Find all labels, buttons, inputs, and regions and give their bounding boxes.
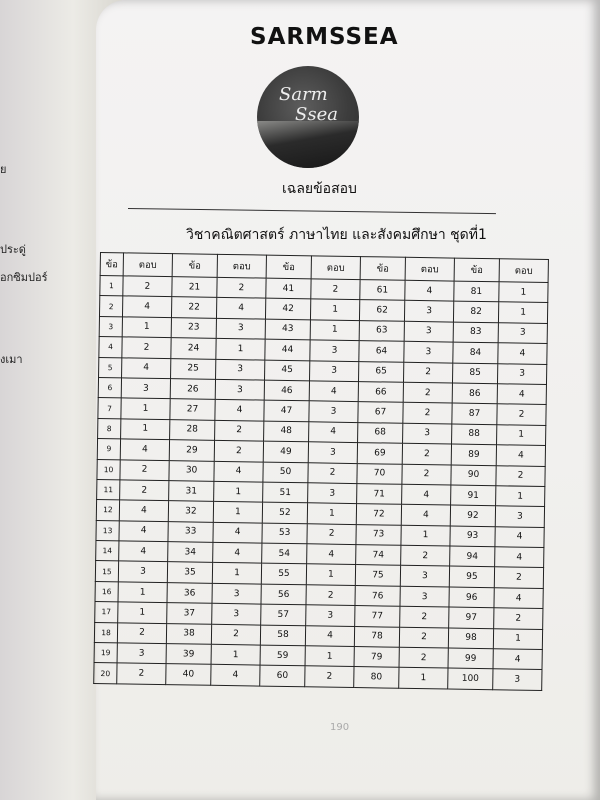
answer-cell: 1	[121, 398, 170, 419]
answer-cell: 3	[212, 583, 261, 604]
answer-cell: 1	[310, 320, 359, 341]
answer-cell: 3	[216, 359, 265, 380]
answer-cell: 3	[403, 423, 452, 444]
answer-cell: 2	[117, 663, 166, 684]
question-number-cell: 4	[99, 337, 122, 358]
answer-cell: 2	[403, 382, 452, 403]
answer-cell: 3	[400, 586, 449, 607]
question-number-cell: 1	[100, 276, 123, 297]
question-number-cell: 37	[167, 603, 212, 624]
question-number-cell: 58	[260, 625, 305, 646]
answer-cell: 4	[402, 484, 451, 505]
question-number-cell: 67	[358, 402, 403, 423]
table-header-cell: ข้อ	[454, 258, 499, 282]
answer-cell: 2	[401, 545, 450, 566]
question-number-cell: 50	[263, 462, 308, 483]
answer-cell: 2	[120, 480, 169, 501]
question-number-cell: 8	[98, 418, 121, 439]
question-number-cell: 63	[359, 320, 404, 341]
answer-cell: 2	[306, 585, 355, 606]
question-number-cell: 72	[356, 504, 401, 525]
table-header-cell: ข้อ	[360, 257, 405, 281]
question-number-cell: 2	[99, 296, 122, 317]
answer-cell: 4	[401, 505, 450, 526]
question-number-cell: 17	[95, 602, 118, 623]
answer-cell: 2	[307, 523, 356, 544]
answer-cell: 3	[121, 378, 170, 399]
answer-cell: 3	[306, 605, 355, 626]
table-header-cell: ตอบ	[311, 256, 360, 280]
answer-cell: 3	[495, 506, 544, 527]
answer-cell: 2	[400, 607, 449, 628]
question-number-cell: 53	[262, 523, 307, 544]
question-number-cell: 96	[449, 587, 494, 608]
answer-cell: 4	[214, 461, 263, 482]
answer-cell: 1	[121, 419, 170, 440]
answer-cell: 2	[215, 420, 264, 441]
question-number-cell: 78	[354, 626, 399, 647]
question-number-cell: 28	[170, 419, 215, 440]
answer-cell: 1	[499, 282, 548, 303]
question-number-cell: 73	[356, 524, 401, 545]
question-number-cell: 71	[357, 483, 402, 504]
question-number-cell: 88	[452, 424, 497, 445]
question-number-cell: 76	[355, 585, 400, 606]
answer-cell: 4	[211, 665, 260, 686]
question-number-cell: 23	[171, 317, 216, 338]
answer-cell: 4	[495, 526, 544, 547]
answer-cell: 3	[493, 669, 542, 690]
answer-cell: 3	[404, 341, 453, 362]
answer-cell: 2	[117, 622, 166, 643]
answer-cell: 2	[214, 440, 263, 461]
answer-cell: 2	[217, 277, 266, 298]
question-number-cell: 68	[358, 422, 403, 443]
answer-cell: 4	[305, 625, 354, 646]
question-number-cell: 38	[166, 623, 211, 644]
question-number-cell: 75	[355, 565, 400, 586]
answer-cell: 3	[404, 301, 453, 322]
question-number-cell: 12	[96, 500, 119, 521]
table-header-cell: ตอบ	[217, 254, 266, 278]
question-number-cell: 7	[98, 398, 121, 419]
question-number-cell: 48	[264, 421, 309, 442]
answer-cell: 4	[213, 542, 262, 563]
question-number-cell: 5	[99, 357, 122, 378]
question-number-cell: 81	[454, 281, 499, 302]
answer-cell: 1	[118, 602, 167, 623]
question-number-cell: 93	[450, 526, 495, 547]
answer-cell: 3	[215, 379, 264, 400]
answer-cell: 3	[498, 323, 547, 344]
question-number-cell: 91	[451, 485, 496, 506]
question-number-cell: 24	[171, 338, 216, 359]
logo-wave-graphic	[257, 121, 359, 168]
answer-cell: 4	[405, 280, 454, 301]
answer-cell: 4	[494, 588, 543, 609]
answer-cell: 4	[307, 544, 356, 565]
answer-cell: 3	[310, 340, 359, 361]
answer-cell: 2	[305, 666, 354, 687]
question-number-cell: 20	[94, 663, 117, 684]
answer-cell: 4	[496, 445, 545, 466]
question-number-cell: 84	[453, 342, 498, 363]
left-page-fragment: งเมา	[0, 353, 23, 366]
answer-cell: 2	[494, 608, 543, 629]
question-number-cell: 15	[95, 561, 118, 582]
question-number-cell: 18	[94, 622, 117, 643]
answer-cell: 4	[309, 422, 358, 443]
question-number-cell: 44	[265, 339, 310, 360]
answer-cell: 4	[120, 439, 169, 460]
question-number-cell: 16	[95, 581, 118, 602]
answer-cell: 3	[308, 442, 357, 463]
left-page-fragment: ย	[0, 163, 7, 176]
question-number-cell: 92	[450, 505, 495, 526]
question-number-cell: 25	[171, 358, 216, 379]
answer-cell: 2	[122, 337, 171, 358]
table-header-cell: ข้อ	[172, 254, 217, 278]
section-heading: เฉลยข้อสอบ	[282, 181, 357, 197]
answer-cell: 3	[216, 318, 265, 339]
answer-cell: 3	[118, 561, 167, 582]
question-number-cell: 49	[263, 441, 308, 462]
logo-text-line-2: Ssea	[295, 104, 338, 125]
answer-cell: 3	[400, 566, 449, 587]
question-number-cell: 95	[449, 566, 494, 587]
answer-cell: 4	[216, 298, 265, 319]
answer-cell: 1	[497, 424, 546, 445]
answer-cell: 4	[497, 384, 546, 405]
question-number-cell: 19	[94, 642, 117, 663]
question-number-cell: 45	[265, 360, 310, 381]
answer-cell: 3	[309, 401, 358, 422]
answer-cell: 4	[495, 547, 544, 568]
answer-cell: 4	[215, 400, 264, 421]
question-number-cell: 94	[450, 546, 495, 567]
answer-cell: 1	[305, 646, 354, 667]
answer-cell: 1	[122, 317, 171, 338]
answer-cell: 1	[307, 503, 356, 524]
answer-cell: 4	[498, 343, 547, 364]
table-header-cell: ตอบ	[499, 259, 548, 283]
answer-cell: 2	[308, 462, 357, 483]
answer-cell: 4	[119, 521, 168, 542]
question-number-cell: 11	[97, 479, 120, 500]
answer-cell: 1	[214, 481, 263, 502]
answer-cell: 1	[498, 302, 547, 323]
question-number-cell: 29	[169, 440, 214, 461]
question-number-cell: 35	[167, 562, 212, 583]
answer-cell: 4	[122, 296, 171, 317]
answer-cell: 1	[493, 628, 542, 649]
question-number-cell: 65	[358, 361, 403, 382]
question-number-cell: 30	[169, 460, 214, 481]
answer-cell: 4	[309, 381, 358, 402]
answer-cell: 4	[119, 500, 168, 521]
question-number-cell: 9	[97, 439, 120, 460]
question-number-cell: 80	[354, 667, 399, 688]
answer-cell: 2	[403, 403, 452, 424]
answer-cell: 2	[123, 276, 172, 297]
answer-cell: 1	[211, 644, 260, 665]
question-number-cell: 26	[170, 379, 215, 400]
table-header-cell: ตอบ	[405, 257, 454, 281]
question-number-cell: 98	[448, 628, 493, 649]
answer-cell: 4	[119, 541, 168, 562]
answer-cell: 2	[399, 627, 448, 648]
answer-cell: 2	[496, 465, 545, 486]
answer-cell: 1	[212, 563, 261, 584]
question-number-cell: 99	[448, 648, 493, 669]
answer-cell: 2	[494, 567, 543, 588]
question-number-cell: 74	[356, 545, 401, 566]
answer-cell: 2	[399, 647, 448, 668]
answer-cell: 1	[306, 564, 355, 585]
brand-title: SARMSSEA	[250, 24, 399, 50]
question-number-cell: 69	[357, 443, 402, 464]
answer-cell: 2	[120, 459, 169, 480]
answer-cell: 4	[493, 649, 542, 670]
question-number-cell: 97	[449, 607, 494, 628]
question-number-cell: 33	[168, 521, 213, 542]
answer-cell: 1	[496, 486, 545, 507]
question-number-cell: 70	[357, 463, 402, 484]
question-number-cell: 10	[97, 459, 120, 480]
answer-cell: 3	[308, 483, 357, 504]
page-number-faint: 190	[330, 722, 350, 733]
question-number-cell: 56	[261, 584, 306, 605]
question-number-cell: 60	[260, 665, 305, 686]
answer-cell: 3	[310, 360, 359, 381]
question-number-cell: 14	[96, 541, 119, 562]
question-number-cell: 77	[355, 606, 400, 627]
answer-cell: 3	[212, 604, 261, 625]
answer-cell: 1	[310, 299, 359, 320]
question-number-cell: 86	[452, 383, 497, 404]
answer-cell: 2	[497, 404, 546, 425]
answer-cell: 3	[404, 321, 453, 342]
question-number-cell: 52	[262, 502, 307, 523]
left-page-fragment: ประดู่	[0, 243, 26, 256]
question-number-cell: 21	[172, 277, 217, 298]
table-header-cell: ข้อ	[100, 253, 123, 276]
question-number-cell: 51	[263, 482, 308, 503]
question-number-cell: 100	[448, 668, 493, 689]
question-number-cell: 40	[166, 664, 211, 685]
question-number-cell: 46	[264, 380, 309, 401]
question-number-cell: 87	[452, 403, 497, 424]
answer-cell: 1	[213, 502, 262, 523]
question-number-cell: 27	[170, 399, 215, 420]
answer-cell: 2	[403, 362, 452, 383]
question-number-cell: 22	[171, 297, 216, 318]
question-number-cell: 55	[261, 564, 306, 585]
answer-cell: 4	[213, 522, 262, 543]
subject-title: วิชาคณิตศาสตร์ ภาษาไทย และสังคมศึกษา ชุดที่1	[186, 227, 487, 243]
answer-table-container	[93, 252, 549, 691]
question-number-cell: 59	[260, 645, 305, 666]
question-number-cell: 47	[264, 400, 309, 421]
question-number-cell: 54	[262, 543, 307, 564]
question-number-cell: 13	[96, 520, 119, 541]
answer-cell: 1	[118, 582, 167, 603]
question-number-cell: 3	[99, 316, 122, 337]
question-number-cell: 85	[452, 363, 497, 384]
table-header-cell: ข้อ	[266, 255, 311, 279]
answer-cell: 1	[399, 668, 448, 689]
answer-cell: 1	[401, 525, 450, 546]
question-number-cell: 34	[168, 542, 213, 563]
question-number-cell: 32	[168, 501, 213, 522]
question-number-cell: 41	[266, 278, 311, 299]
sarmssea-logo	[257, 66, 359, 168]
question-number-cell: 36	[167, 582, 212, 603]
answer-cell: 4	[122, 357, 171, 378]
left-page-fragment: อกซิมปอร์	[0, 271, 48, 284]
question-number-cell: 64	[359, 341, 404, 362]
answer-cell: 2	[211, 624, 260, 645]
question-number-cell: 79	[354, 647, 399, 668]
question-number-cell: 90	[451, 465, 496, 486]
answer-cell: 1	[216, 339, 265, 360]
answer-cell: 2	[402, 443, 451, 464]
answer-table	[93, 252, 549, 691]
table-header-cell: ตอบ	[123, 253, 172, 277]
question-number-cell: 89	[451, 444, 496, 465]
question-number-cell: 57	[261, 604, 306, 625]
answer-cell: 2	[311, 279, 360, 300]
question-number-cell: 82	[453, 301, 498, 322]
answer-cell: 2	[402, 464, 451, 485]
answer-cell: 3	[497, 363, 546, 384]
question-number-cell: 31	[169, 481, 214, 502]
question-number-cell: 61	[360, 280, 405, 301]
question-number-cell: 42	[265, 299, 310, 320]
question-number-cell: 66	[358, 382, 403, 403]
question-number-cell: 39	[166, 644, 211, 665]
question-number-cell: 6	[98, 377, 121, 398]
question-number-cell: 83	[453, 322, 498, 343]
question-number-cell: 62	[359, 300, 404, 321]
logo-text-line-1: Sarm	[279, 84, 328, 105]
question-number-cell: 43	[265, 319, 310, 340]
answer-cell: 3	[117, 643, 166, 664]
